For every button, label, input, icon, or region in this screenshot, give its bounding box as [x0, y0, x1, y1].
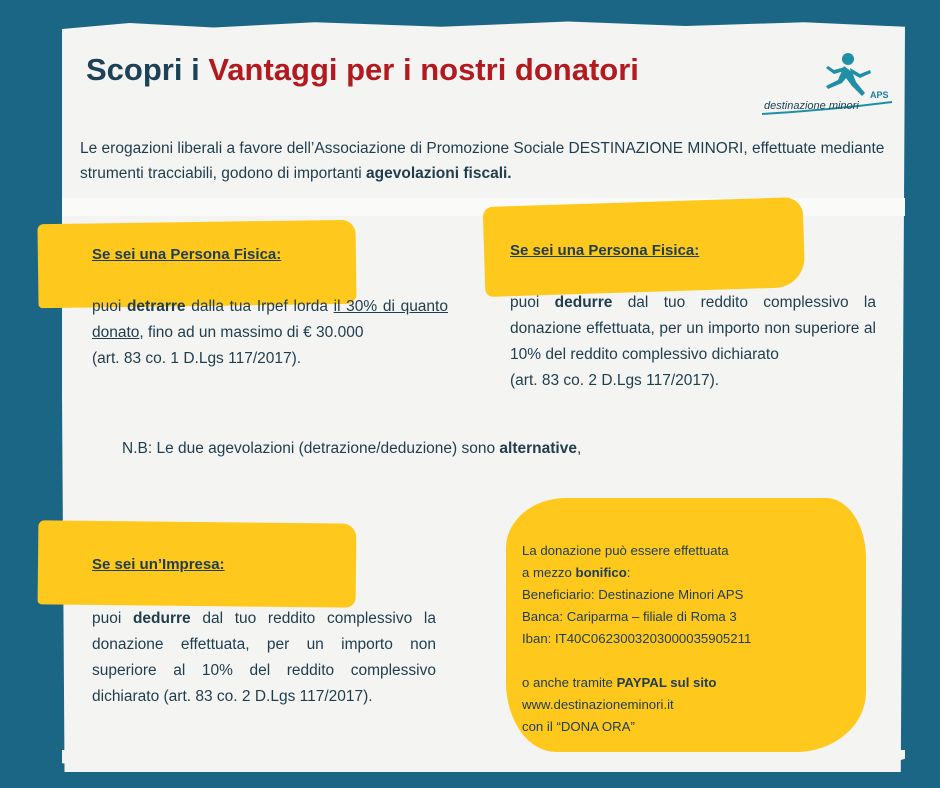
logo-name: destinazione minori [764, 100, 859, 112]
payment-bank: Banca: Cariparma – filiale di Roma 3 [522, 609, 737, 624]
logo-suffix: APS [870, 90, 889, 100]
title-part2: Vantaggi per i nostri donatori [208, 52, 639, 87]
s1-u1: il 30% di quanto donato [92, 298, 448, 341]
nb-end: , [576, 440, 582, 457]
section1-label: Se sei una Persona Fisica: [92, 246, 282, 263]
title-part1: Scopri i [86, 52, 209, 87]
logo-swoosh [760, 52, 900, 124]
section3-label: Se sei un’Impresa: [92, 556, 225, 573]
nb-text: N.B: Le due agevolazioni (detrazione/deduzione) sono [122, 440, 500, 457]
s1-ref: (art. 83 co. 1 D.Lgs 117/2017). [92, 350, 302, 367]
section1-text [92, 294, 448, 372]
payment-line1: La donazione può essere effettuata [522, 543, 729, 558]
payment-line2 [522, 562, 751, 584]
intro-text [80, 136, 892, 186]
s2-t2: dal tuo reddito complessivo la donazione effettuata, per un importo non superiore al 10% del reddito complessivo dichiarato [510, 294, 876, 363]
payment-gap [522, 650, 751, 672]
s2-b1: dedurre [554, 294, 613, 311]
page-title [86, 52, 639, 88]
payment-line2-bold: bonifico [575, 565, 627, 580]
s1-t1: puoi [92, 298, 127, 315]
payment-paypal-bold: PAYPAL sul sito [616, 675, 717, 690]
payment-beneficiary: Beneficiario: Destinazione Minori APS [522, 587, 744, 602]
section3-text [92, 606, 436, 710]
payment-line2-text: a mezzo [522, 565, 576, 580]
intro-body: Le erogazioni liberali a favore dell’Associazione di Promozione Sociale DESTINAZIONE MINORI, effettuate mediante strumenti tracciabili, godono di importanti [80, 140, 885, 182]
s1-t3: , fino ad un massimo di € 30.000 [139, 324, 364, 341]
s1-t2: dalla tua Irpef lorda [185, 298, 334, 315]
section2-label: Se sei una Persona Fisica: [510, 242, 700, 259]
payment-info [522, 540, 751, 738]
s3-t2: dal tuo reddito complessivo la donazione effettuata, per un importo non superiore al 10% del reddito complessivo dichiarato (art. 83 co. 2 D.Lgs 117/2017). [92, 610, 436, 705]
payment-dona: con il “DONA ORA” [522, 719, 635, 734]
s2-ref: (art. 83 co. 2 D.Lgs 117/2017). [510, 372, 720, 389]
payment-iban: Iban: IT40C0623003203000035905211 [522, 631, 752, 646]
s3-b1: dedurre [132, 610, 191, 627]
s1-b1: detrarre [126, 298, 186, 315]
section2-text [510, 290, 876, 394]
s2-t1: puoi [510, 294, 555, 311]
payment-paypal-text: o anche tramite [522, 675, 617, 690]
payment-website[interactable]: www.destinazioneminori.it [522, 697, 674, 712]
intro-bold: agevolazioni fiscali. [366, 165, 512, 182]
nb-note [122, 440, 581, 458]
payment-line2-end: : [626, 565, 631, 580]
logo [760, 52, 900, 124]
nb-bold: alternative [499, 440, 577, 457]
s3-t1: puoi [92, 610, 133, 627]
payment-paypal [522, 672, 751, 694]
